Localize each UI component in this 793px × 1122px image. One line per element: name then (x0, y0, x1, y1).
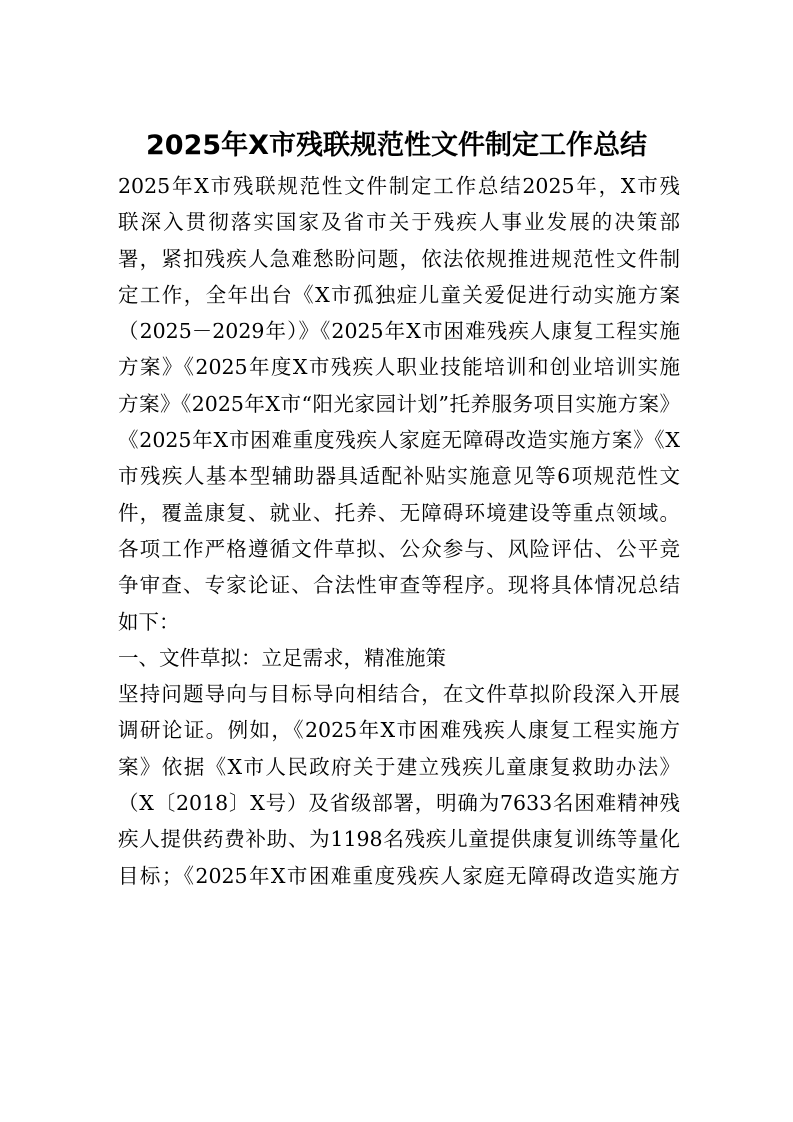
body-line: 2025年X市残联规范性文件制定工作总结2025年，X市残 (118, 174, 680, 198)
body-line: 疾人提供药费补助、为1198名残疾儿童提供康复训练等量化 (118, 827, 680, 852)
body-line: 如下： (118, 609, 180, 634)
body-line: 目标；《2025年X市困难重度残疾人家庭无障碍改造实施方 (118, 863, 680, 888)
body-line: 方案》《2025年度X市残疾人职业技能培训和创业培训实施 (118, 355, 680, 380)
body-line: （2025－2029年）》《2025年X市困难残疾人康复工程实施 (118, 319, 680, 344)
body-line: （X〔2018〕X号）及省级部署，明确为7633名困难精神残 (118, 791, 680, 816)
body-line: 定工作，全年出台《X市孤独症儿童关爱促进行动实施方案 (118, 282, 680, 307)
body-line: 争审查、专家论证、合法性审查等程序。现将具体情况总结 (118, 573, 680, 598)
body-line: 案》依据《X市人民政府关于建立残疾儿童康复救助办法》 (118, 754, 680, 779)
body-line: 调研论证。例如，《2025年X市困难残疾人康复工程实施方 (118, 718, 680, 743)
body-line: 各项工作严格遵循文件草拟、公众参与、风险评估、公平竞 (118, 536, 680, 561)
document-body (118, 168, 680, 894)
body-line: 方案》《2025年X市“阳光家园计划”托养服务项目实施方案》 (118, 391, 680, 416)
document-title: 2025年X市残联规范性文件制定工作总结 (146, 130, 647, 161)
section-heading: 一、文件草拟：立足需求，精准施策 (118, 645, 446, 670)
body-line: 署，紧扣残疾人急难愁盼问题，依法依规推进规范性文件制 (118, 246, 680, 271)
body-line: 市残疾人基本型辅助器具适配补贴实施意见等6项规范性文 (118, 464, 680, 489)
body-line: 坚持问题导向与目标导向相结合，在文件草拟阶段深入开展 (118, 682, 680, 707)
body-line: 件，覆盖康复、就业、托养、无障碍环境建设等重点领域。 (118, 500, 680, 525)
body-line: 联深入贯彻落实国家及省市关于残疾人事业发展的决策部 (118, 210, 680, 235)
body-line: 《2025年X市困难重度残疾人家庭无障碍改造实施方案》《X (118, 428, 680, 453)
